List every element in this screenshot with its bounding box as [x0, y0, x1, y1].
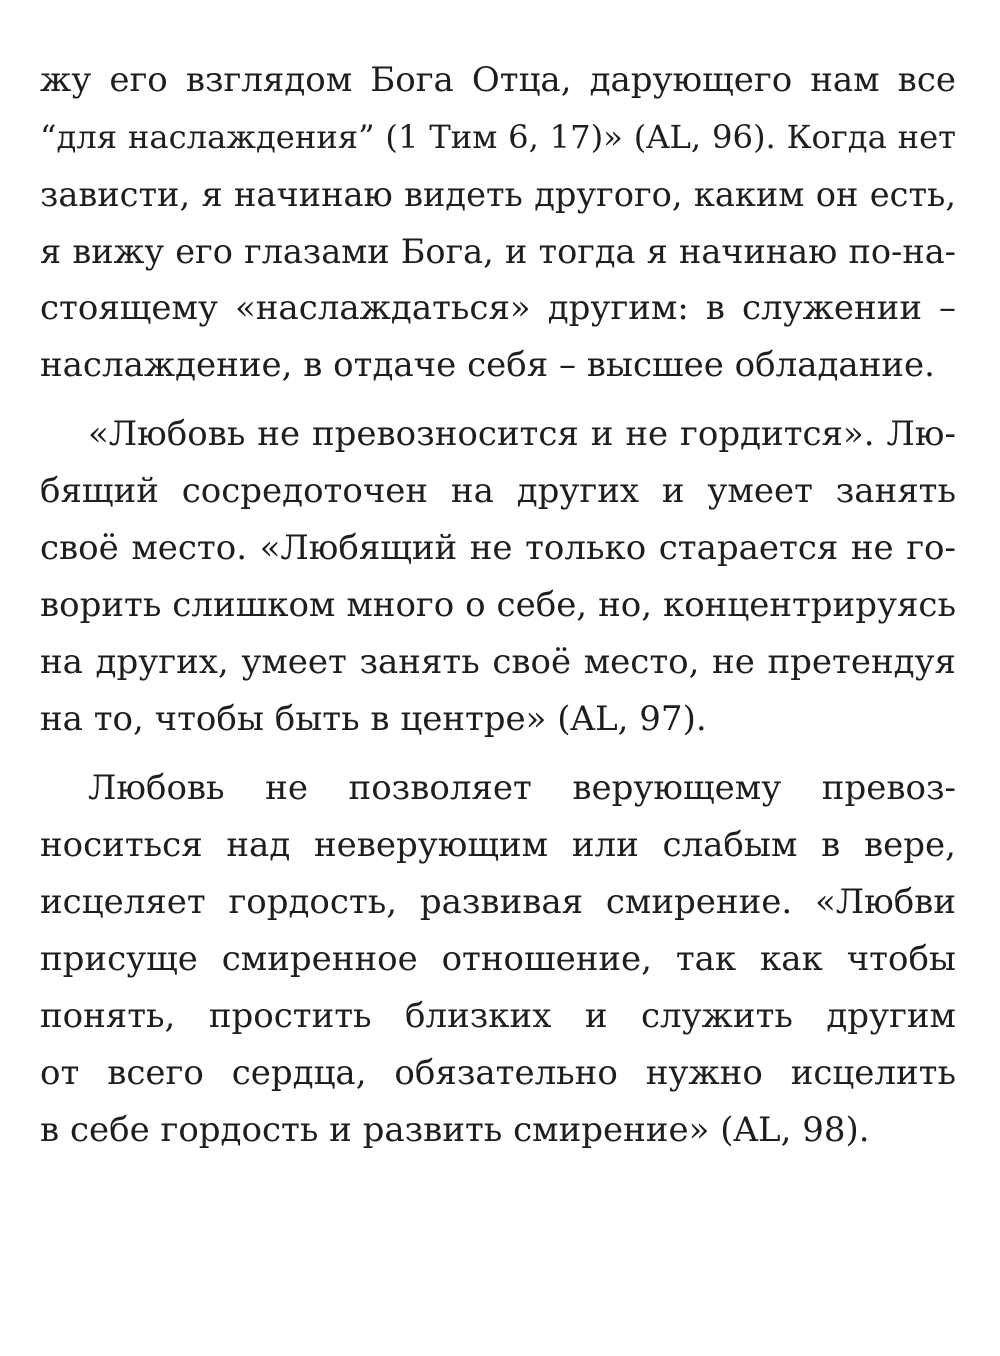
text-line: ворить слишком много о себе, но, концентрируясь: [40, 585, 956, 625]
text-line: носиться над неверующим или слабым в вере,: [40, 825, 956, 865]
paragraph-1: [40, 52, 956, 394]
text-line: стоящему «наслаждаться» другим: в служении –: [40, 288, 956, 328]
text-line: Любовь не позволяет верующему превоз-: [88, 768, 956, 808]
text-line: понять, простить близких и служить другим: [40, 996, 956, 1036]
text-line: бящий сосредоточен на других и умеет занять: [40, 471, 956, 511]
text-line: от всего сердца, обязательно нужно исцелить: [40, 1053, 956, 1093]
paragraph-3: [40, 760, 956, 1159]
text-line: зависти, я начинаю видеть другого, каким он есть,: [40, 175, 956, 214]
text-line: на других, умеет занять своё место, не претендуя: [40, 642, 956, 682]
text-line: на то, чтобы быть в центре» (AL, 97).: [40, 699, 707, 739]
text-line: присуще смиренное отношение, так как чтобы: [40, 939, 956, 979]
text-line: жу его взглядом Бога Отца, дарующего нам все: [40, 60, 956, 100]
text-line: в себе гордость и развить смирение» (AL, 98).: [40, 1110, 870, 1150]
text-line: «Любовь не превозносится и не гордится». Лю-: [88, 414, 956, 454]
text-line: своё место. «Любящий не только старается не го-: [40, 528, 956, 568]
body-text: [40, 52, 956, 1159]
text-line: “для наслаждения” (1 Тим 6, 17)» (AL, 96). Когда нет: [40, 118, 956, 156]
text-line: исцеляет гордость, развивая смирение. «Любви: [40, 882, 956, 922]
text-line: я вижу его глазами Бога, и тогда я начинаю по-на-: [40, 232, 956, 271]
text-line: наслаждение, в отдаче себя – высшее обладание.: [40, 345, 935, 385]
paragraph-2: [40, 406, 956, 748]
